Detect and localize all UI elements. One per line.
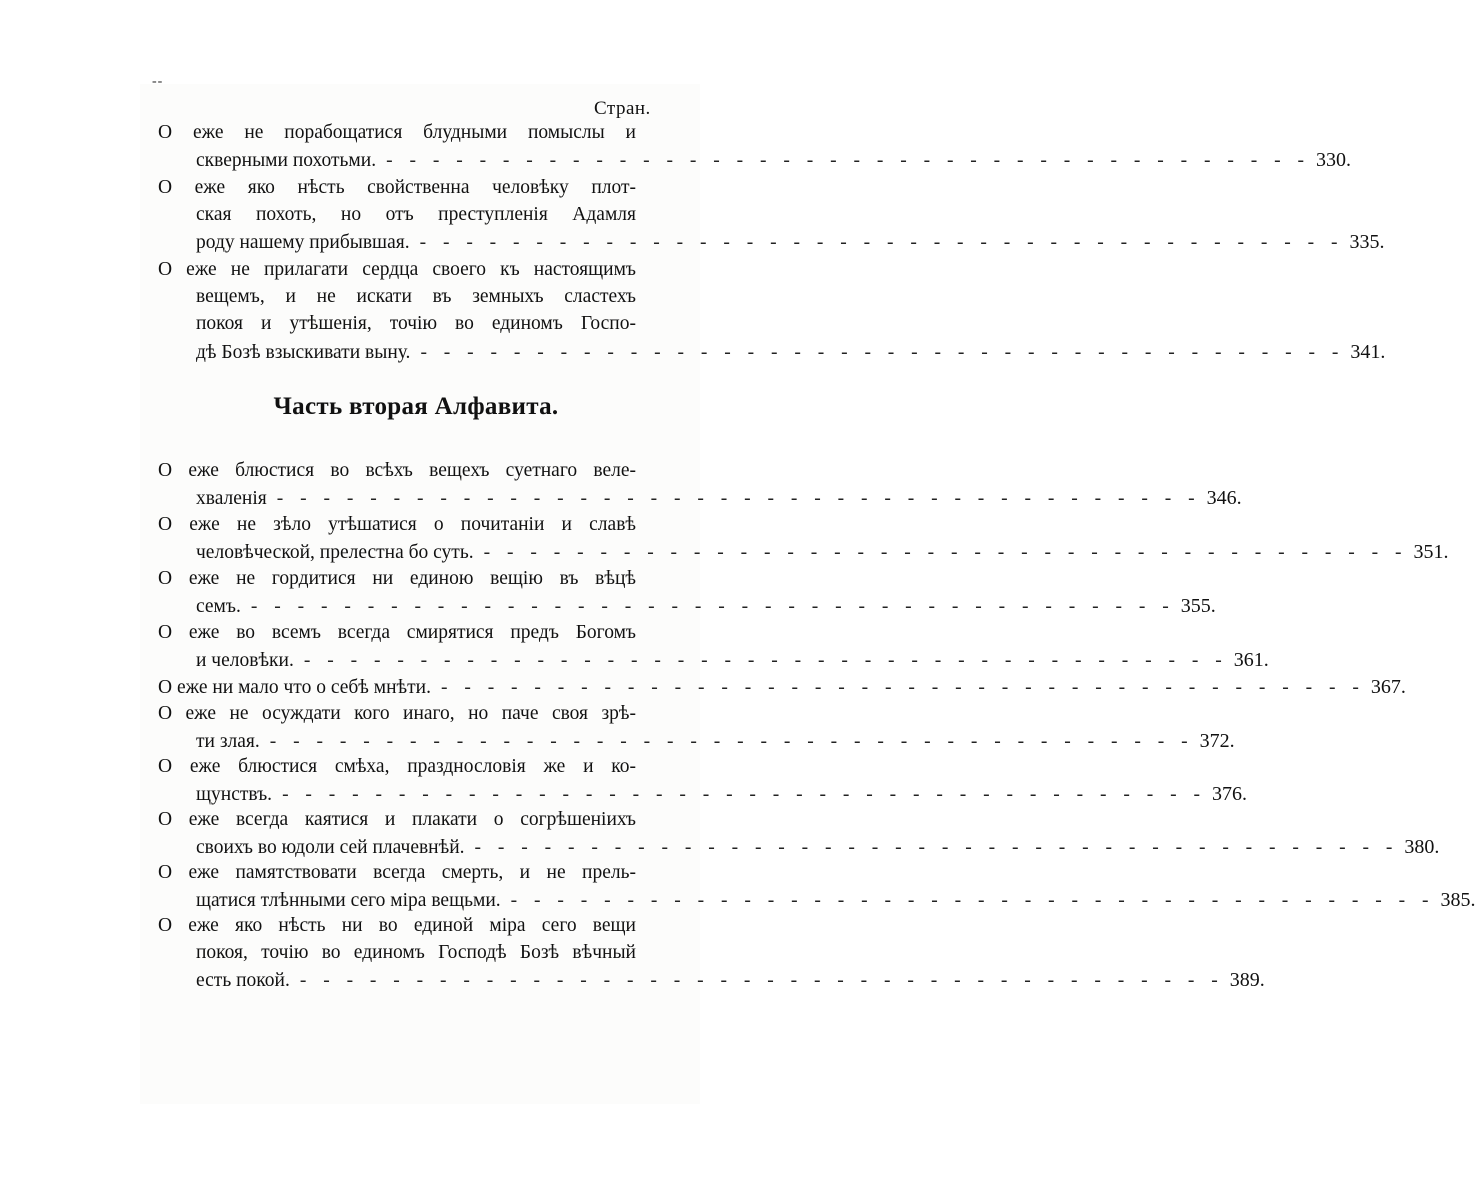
- toc-page-number: 372.: [1199, 730, 1235, 752]
- toc-entry-text: щунствъ.: [196, 784, 273, 805]
- toc-entry-line: [196, 833, 1440, 861]
- toc-entry-line: О еже блюстися во всѣхъ вещехъ суетнаго веле-: [158, 460, 636, 481]
- leader-dots: - - - - - - - - - - - - - - - - - - - - - - - - - - - - - - - - - - - - - - - -: [510, 890, 1435, 911]
- toc-entry-line: [196, 146, 1351, 174]
- toc-page-number: 361.: [1233, 649, 1269, 671]
- toc-entry-text: семъ.: [196, 596, 241, 617]
- toc-entry-text: дѣ Бозѣ взыскивати выну.: [196, 342, 411, 363]
- toc-entry-text: своихъ во юдоли сей плачевнѣй.: [196, 837, 465, 858]
- toc-entry-line: [158, 673, 1406, 701]
- toc-page-number: 330.: [1315, 149, 1351, 171]
- toc-entry-line: покоя, точію во единомъ Господѣ Бозѣ вѣчный: [196, 942, 636, 963]
- toc-entry-text: роду нашему прибывшая.: [196, 232, 410, 253]
- toc-entry-line: О еже всегда каятися и плакати о согрѣшеніихъ: [158, 809, 636, 830]
- leader-dots: - - - - - - - - - - - - - - - - - - - - - - - - - - - - - - - - - - - - - - - -: [250, 596, 1175, 617]
- leader-dots: - - - - - - - - - - - - - - - - - - - - - - - - - - - - - - - - - - - - - - - -: [276, 488, 1201, 509]
- toc-entry-text: щатися тлѣнными сего міра вещьми.: [196, 890, 501, 911]
- leader-dots: - - - - - - - - - - - - - - - - - - - - - - - - - - - - - - - - - - - - - - - -: [474, 837, 1399, 858]
- toc-entry-text: и человѣки.: [196, 650, 294, 671]
- toc-entry-text: О еже ни мало что о себѣ мнѣти.: [158, 677, 431, 698]
- leader-dots: - - - - - - - - - - - - - - - - - - - - - - - - - - - - - - - - - - - - - - - -: [269, 731, 1194, 752]
- toc-entry-line: [196, 727, 1235, 755]
- toc-page-number: 351.: [1413, 541, 1449, 563]
- toc-entry-line: О еже не зѣло утѣшатися о почитаніи и славѣ: [158, 514, 636, 535]
- toc-page-number: 346.: [1206, 487, 1242, 509]
- page-mark: --: [152, 74, 164, 89]
- toc-entry-line: [196, 484, 1242, 512]
- toc-entry-line: [196, 228, 1385, 256]
- toc-page-number: 355.: [1180, 595, 1216, 617]
- leader-dots: - - - - - - - - - - - - - - - - - - - - - - - - - - - - - - - - - - - - - - - -: [386, 150, 1310, 171]
- toc-entry-line: [196, 780, 1247, 808]
- toc-entry-line: О еже памятствовати всегда смерть, и не прель-: [158, 862, 636, 883]
- leader-dots: - - - - - - - - - - - - - - - - - - - - - - - - - - - - - - - - - - - - - - - -: [282, 784, 1206, 805]
- toc-entry-line: вещемъ, и не искати въ земныхъ сластехъ: [196, 286, 636, 307]
- toc-page-number: 367.: [1370, 676, 1406, 698]
- toc-entry-line: [196, 886, 1476, 914]
- toc-page-number: 385.: [1440, 889, 1476, 911]
- toc-entry-text: хваленія: [196, 488, 267, 509]
- toc-entry-text: человѣческой, прелестна бо суть.: [196, 542, 474, 563]
- leader-dots: - - - - - - - - - - - - - - - - - - - - - - - - - - - - - - - - - - - - - - - -: [419, 232, 1344, 253]
- toc-entry-line: покоя и утѣшенія, точію во единомъ Госпо-: [196, 313, 636, 334]
- toc-entry-line: [196, 966, 1265, 994]
- page-column-label: Стран.: [594, 98, 651, 119]
- toc-entry-line: [196, 338, 1386, 366]
- toc-page-number: 380.: [1404, 836, 1440, 858]
- leader-dots: - - - - - - - - - - - - - - - - - - - - - - - - - - - - - - - - - - - - - - - -: [299, 970, 1224, 991]
- toc-entry-line: О еже не порабощатися блудными помыслы и: [158, 122, 636, 143]
- toc-entry-line: [196, 592, 1216, 620]
- toc-entry-line: [196, 538, 1449, 566]
- toc-page-number: 376.: [1211, 783, 1247, 805]
- toc-entry-line: О еже яко нѣсть свойственна человѣку плот-: [158, 177, 636, 198]
- toc-entry-line: О еже не осуждати кого инаго, но паче своя зрѣ-: [158, 703, 636, 724]
- section-title: Часть вторая Алфавита.: [273, 393, 559, 420]
- toc-page-number: 335.: [1349, 231, 1385, 253]
- toc-entry-line: О еже блюстися смѣха, празднословія же и ко-: [158, 756, 636, 777]
- leader-dots: - - - - - - - - - - - - - - - - - - - - - - - - - - - - - - - - - - - - - - - -: [483, 542, 1408, 563]
- toc-entry-line: О еже не прилагати сердца своего къ настоящимъ: [158, 259, 636, 280]
- toc-entry-text: ти злая.: [196, 731, 260, 752]
- toc-page-number: 389.: [1229, 969, 1265, 991]
- leader-dots: - - - - - - - - - - - - - - - - - - - - - - - - - - - - - - - - - - - - - - - -: [440, 677, 1365, 698]
- toc-page-number: 341.: [1350, 341, 1386, 363]
- leader-dots: - - - - - - - - - - - - - - - - - - - - - - - - - - - - - - - - - - - - - - - -: [420, 342, 1345, 363]
- toc-entry-text: есть покой.: [196, 970, 290, 991]
- toc-entry-line: О еже яко нѣсть ни во единой міра сего вещи: [158, 915, 636, 936]
- toc-entry-line: О еже не гордитися ни единою вещію въ вѣцѣ: [158, 568, 636, 589]
- toc-entry-line: ская похоть, но отъ преступленія Адамля: [196, 204, 636, 225]
- toc-entry-line: О еже во всемъ всегда смирятися предъ Богомъ: [158, 622, 636, 643]
- toc-entry-text: скверными похотьми.: [196, 150, 377, 171]
- toc-entry-line: [196, 646, 1269, 674]
- leader-dots: - - - - - - - - - - - - - - - - - - - - - - - - - - - - - - - - - - - - - - - -: [303, 650, 1228, 671]
